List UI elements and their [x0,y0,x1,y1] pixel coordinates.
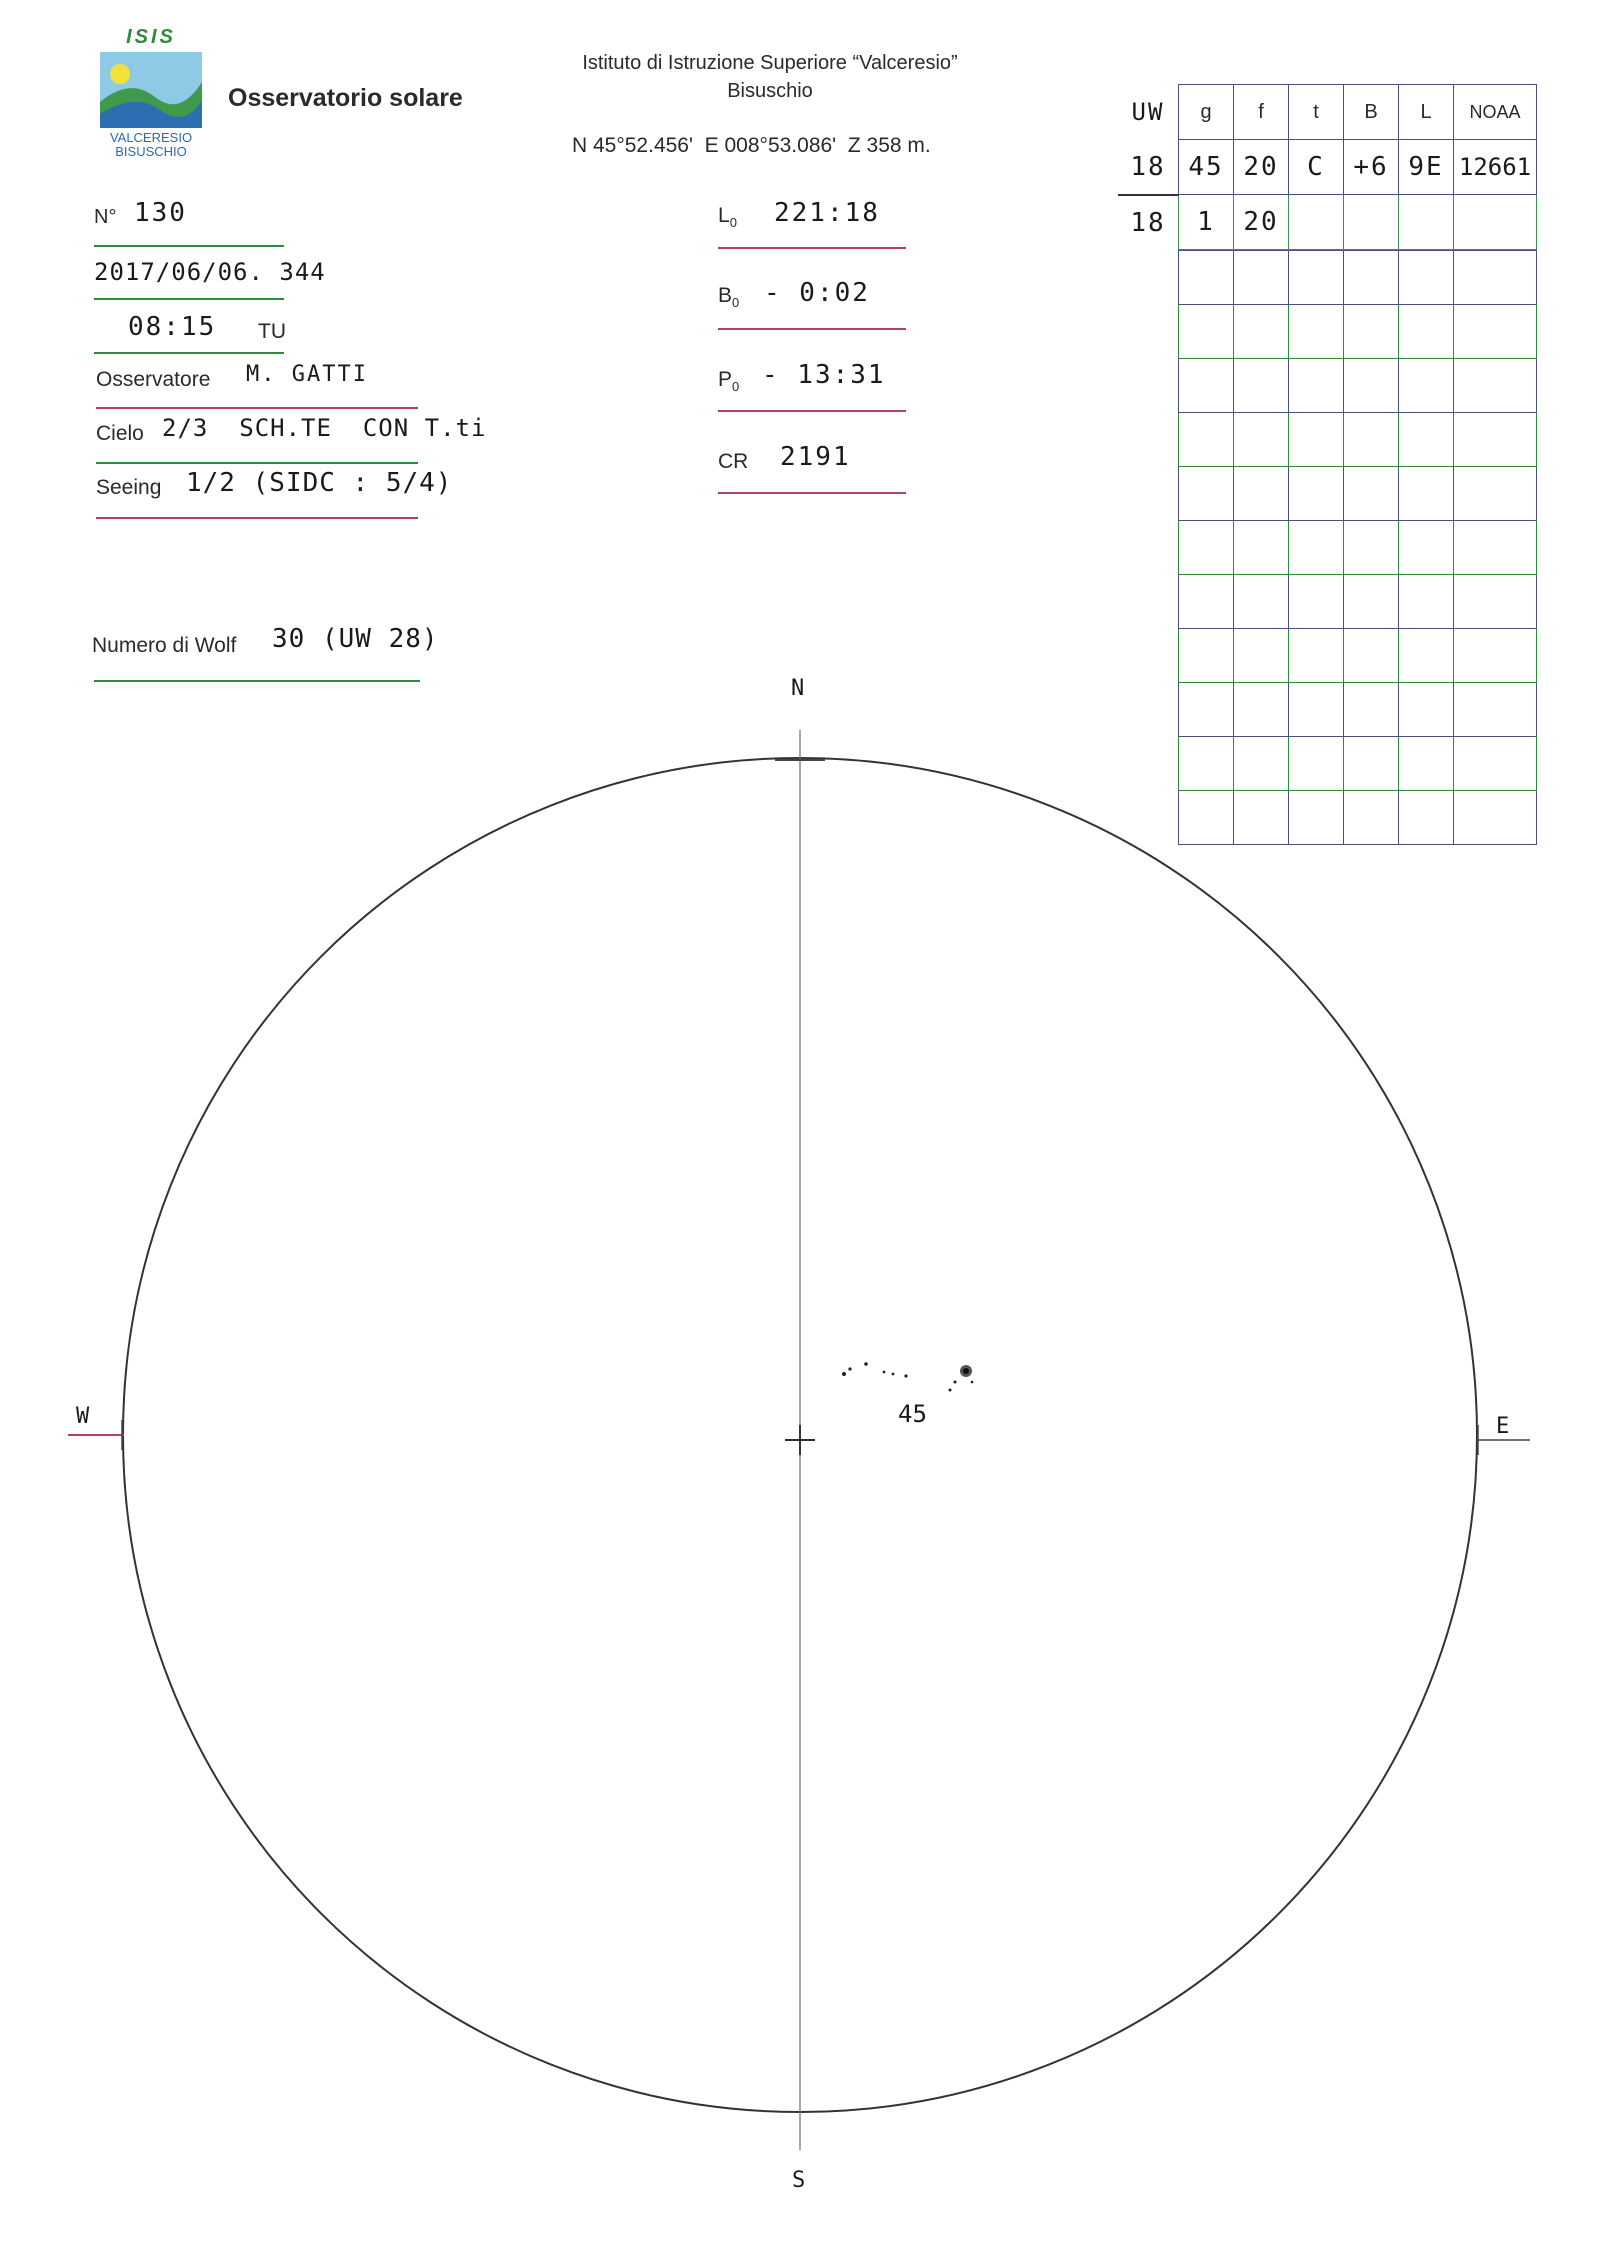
wolf-value: 30 (UW 28) [272,624,439,654]
empty-cell [1399,467,1454,521]
empty-cell [1344,521,1399,575]
empty-cell [1289,305,1344,359]
empty-table-row [1179,521,1537,575]
cell-noaa [1454,195,1537,250]
institute-town: Bisuschio [727,80,813,102]
cell-f: 20 [1234,140,1289,195]
sky-value: 2/3 SCH.TE CON T.ti [162,414,487,442]
institute-name: Istituto di Istruzione Superiore “Valceresio” [582,52,958,74]
header-b: B [1344,85,1399,140]
seeing-value: 1/2 (SIDC : 5/4) [186,468,453,498]
header-t: t [1289,85,1344,140]
sunspot [954,1381,957,1384]
p0-label: $P_0$ [718,368,740,395]
sky-underline [96,462,418,464]
p0-value: - 13:31 [762,360,886,390]
empty-cell [1289,521,1344,575]
observer-underline [96,407,418,409]
logo-icon [100,52,202,128]
cell-b: +6 [1344,140,1399,195]
header-l: L [1399,85,1454,140]
empty-cell [1399,359,1454,413]
empty-table-row [1179,251,1537,305]
wolf-label: Numero di Wolf [92,634,237,657]
observer-value: M. GATTI [246,362,368,387]
north-label: N [791,676,807,701]
empty-cell [1399,251,1454,305]
l0-underline [718,247,906,249]
empty-cell [1179,575,1234,629]
cell-f: 20 [1234,195,1289,250]
empty-table-row [1179,467,1537,521]
table-row [1118,195,1537,250]
time-unit: TU [258,320,286,343]
empty-cell [1344,413,1399,467]
seeing-label: Seeing [96,476,162,499]
sunspot-group-45 [842,1362,973,1391]
date-underline [94,298,284,300]
empty-cell [1179,305,1234,359]
observatory-title: Osservatorio solare [228,84,463,112]
logo-town: BISUSCHIO [115,144,187,159]
empty-cell [1179,359,1234,413]
time-underline [94,352,284,354]
table-row [1118,140,1537,195]
empty-cell [1454,251,1537,305]
site-coordinates: N 45°52.456' E 008°53.086' Z 358 m. [572,134,931,157]
empty-cell [1179,521,1234,575]
empty-cell [1399,305,1454,359]
cr-underline [718,492,906,494]
empty-cell [1399,575,1454,629]
empty-cell [1234,467,1289,521]
empty-table-row [1179,575,1537,629]
empty-cell [1399,413,1454,467]
empty-cell [1344,305,1399,359]
header-f: f [1234,85,1289,140]
sunspot [892,1373,895,1376]
number-label: N° [94,206,117,228]
empty-cell [1289,251,1344,305]
empty-cell [1454,467,1537,521]
date-value: 2017/06/06. 344 [94,258,326,286]
l0-label: $L_0$ [718,204,737,231]
sunspot [883,1371,886,1374]
empty-cell [1399,521,1454,575]
cr-label: CR [718,450,749,473]
east-label: E [1496,1414,1512,1439]
logo-wordmark: ISIS [126,26,176,48]
empty-cell [1179,251,1234,305]
west-label: W [76,1404,92,1429]
empty-cell [1179,413,1234,467]
b0-value: - 0:02 [764,278,870,308]
empty-cell [1289,575,1344,629]
empty-table-row [1179,305,1537,359]
empty-cell [1344,575,1399,629]
empty-cell [1289,413,1344,467]
header-g: g [1179,85,1234,140]
empty-table-row [1179,413,1537,467]
cell-t [1289,195,1344,250]
header-noaa: NOAA [1454,85,1537,140]
empty-cell [1234,305,1289,359]
south-label: S [792,2168,808,2193]
sunspot [904,1374,907,1377]
cell-b [1344,195,1399,250]
empty-cell [1234,413,1289,467]
empty-cell [1344,467,1399,521]
sunspot [949,1389,952,1392]
cell-g: 1 [1179,195,1234,250]
observer-label: Osservatore [96,368,211,391]
seeing-underline [96,517,418,519]
cell-t: C [1289,140,1344,195]
empty-cell [1454,575,1537,629]
number-value: 130 [134,198,187,228]
time-value: 08:15 [128,312,217,342]
empty-cell [1454,413,1537,467]
empty-cell [1454,521,1537,575]
table-header-row [1118,85,1537,140]
cell-uw: 18 [1118,140,1179,195]
empty-cell [1344,359,1399,413]
sunspot-core [963,1368,969,1374]
logo-subtitle: VALCERESIO [109,130,193,145]
empty-cell [1234,359,1289,413]
empty-cell [1234,575,1289,629]
cr-value: 2191 [780,442,851,472]
empty-cell [1454,359,1537,413]
empty-cell [1344,251,1399,305]
b0-label: $B_0$ [718,284,740,311]
sunspot [848,1367,851,1370]
sunspot [842,1372,846,1376]
empty-cell [1454,305,1537,359]
header-uw: UW [1131,98,1165,126]
cell-noaa: 12661 [1454,140,1537,195]
sunspot [971,1381,974,1384]
cell-g: 45 [1179,140,1234,195]
l0-value: 221:18 [774,198,880,228]
empty-cell [1289,359,1344,413]
empty-cell [1179,467,1234,521]
number-underline [94,245,284,247]
cell-uw: 18 [1130,207,1166,238]
p0-underline [718,410,906,412]
cell-l: 9E [1399,140,1454,195]
sunspot [864,1362,868,1366]
empty-cell [1289,467,1344,521]
sky-label: Cielo [96,422,144,445]
empty-cell [1234,521,1289,575]
solar-disk-drawing [0,660,1600,2220]
empty-table-row [1179,359,1537,413]
group-label: 45 [898,1400,927,1428]
b0-underline [718,328,906,330]
empty-cell [1234,251,1289,305]
cell-l [1399,195,1454,250]
